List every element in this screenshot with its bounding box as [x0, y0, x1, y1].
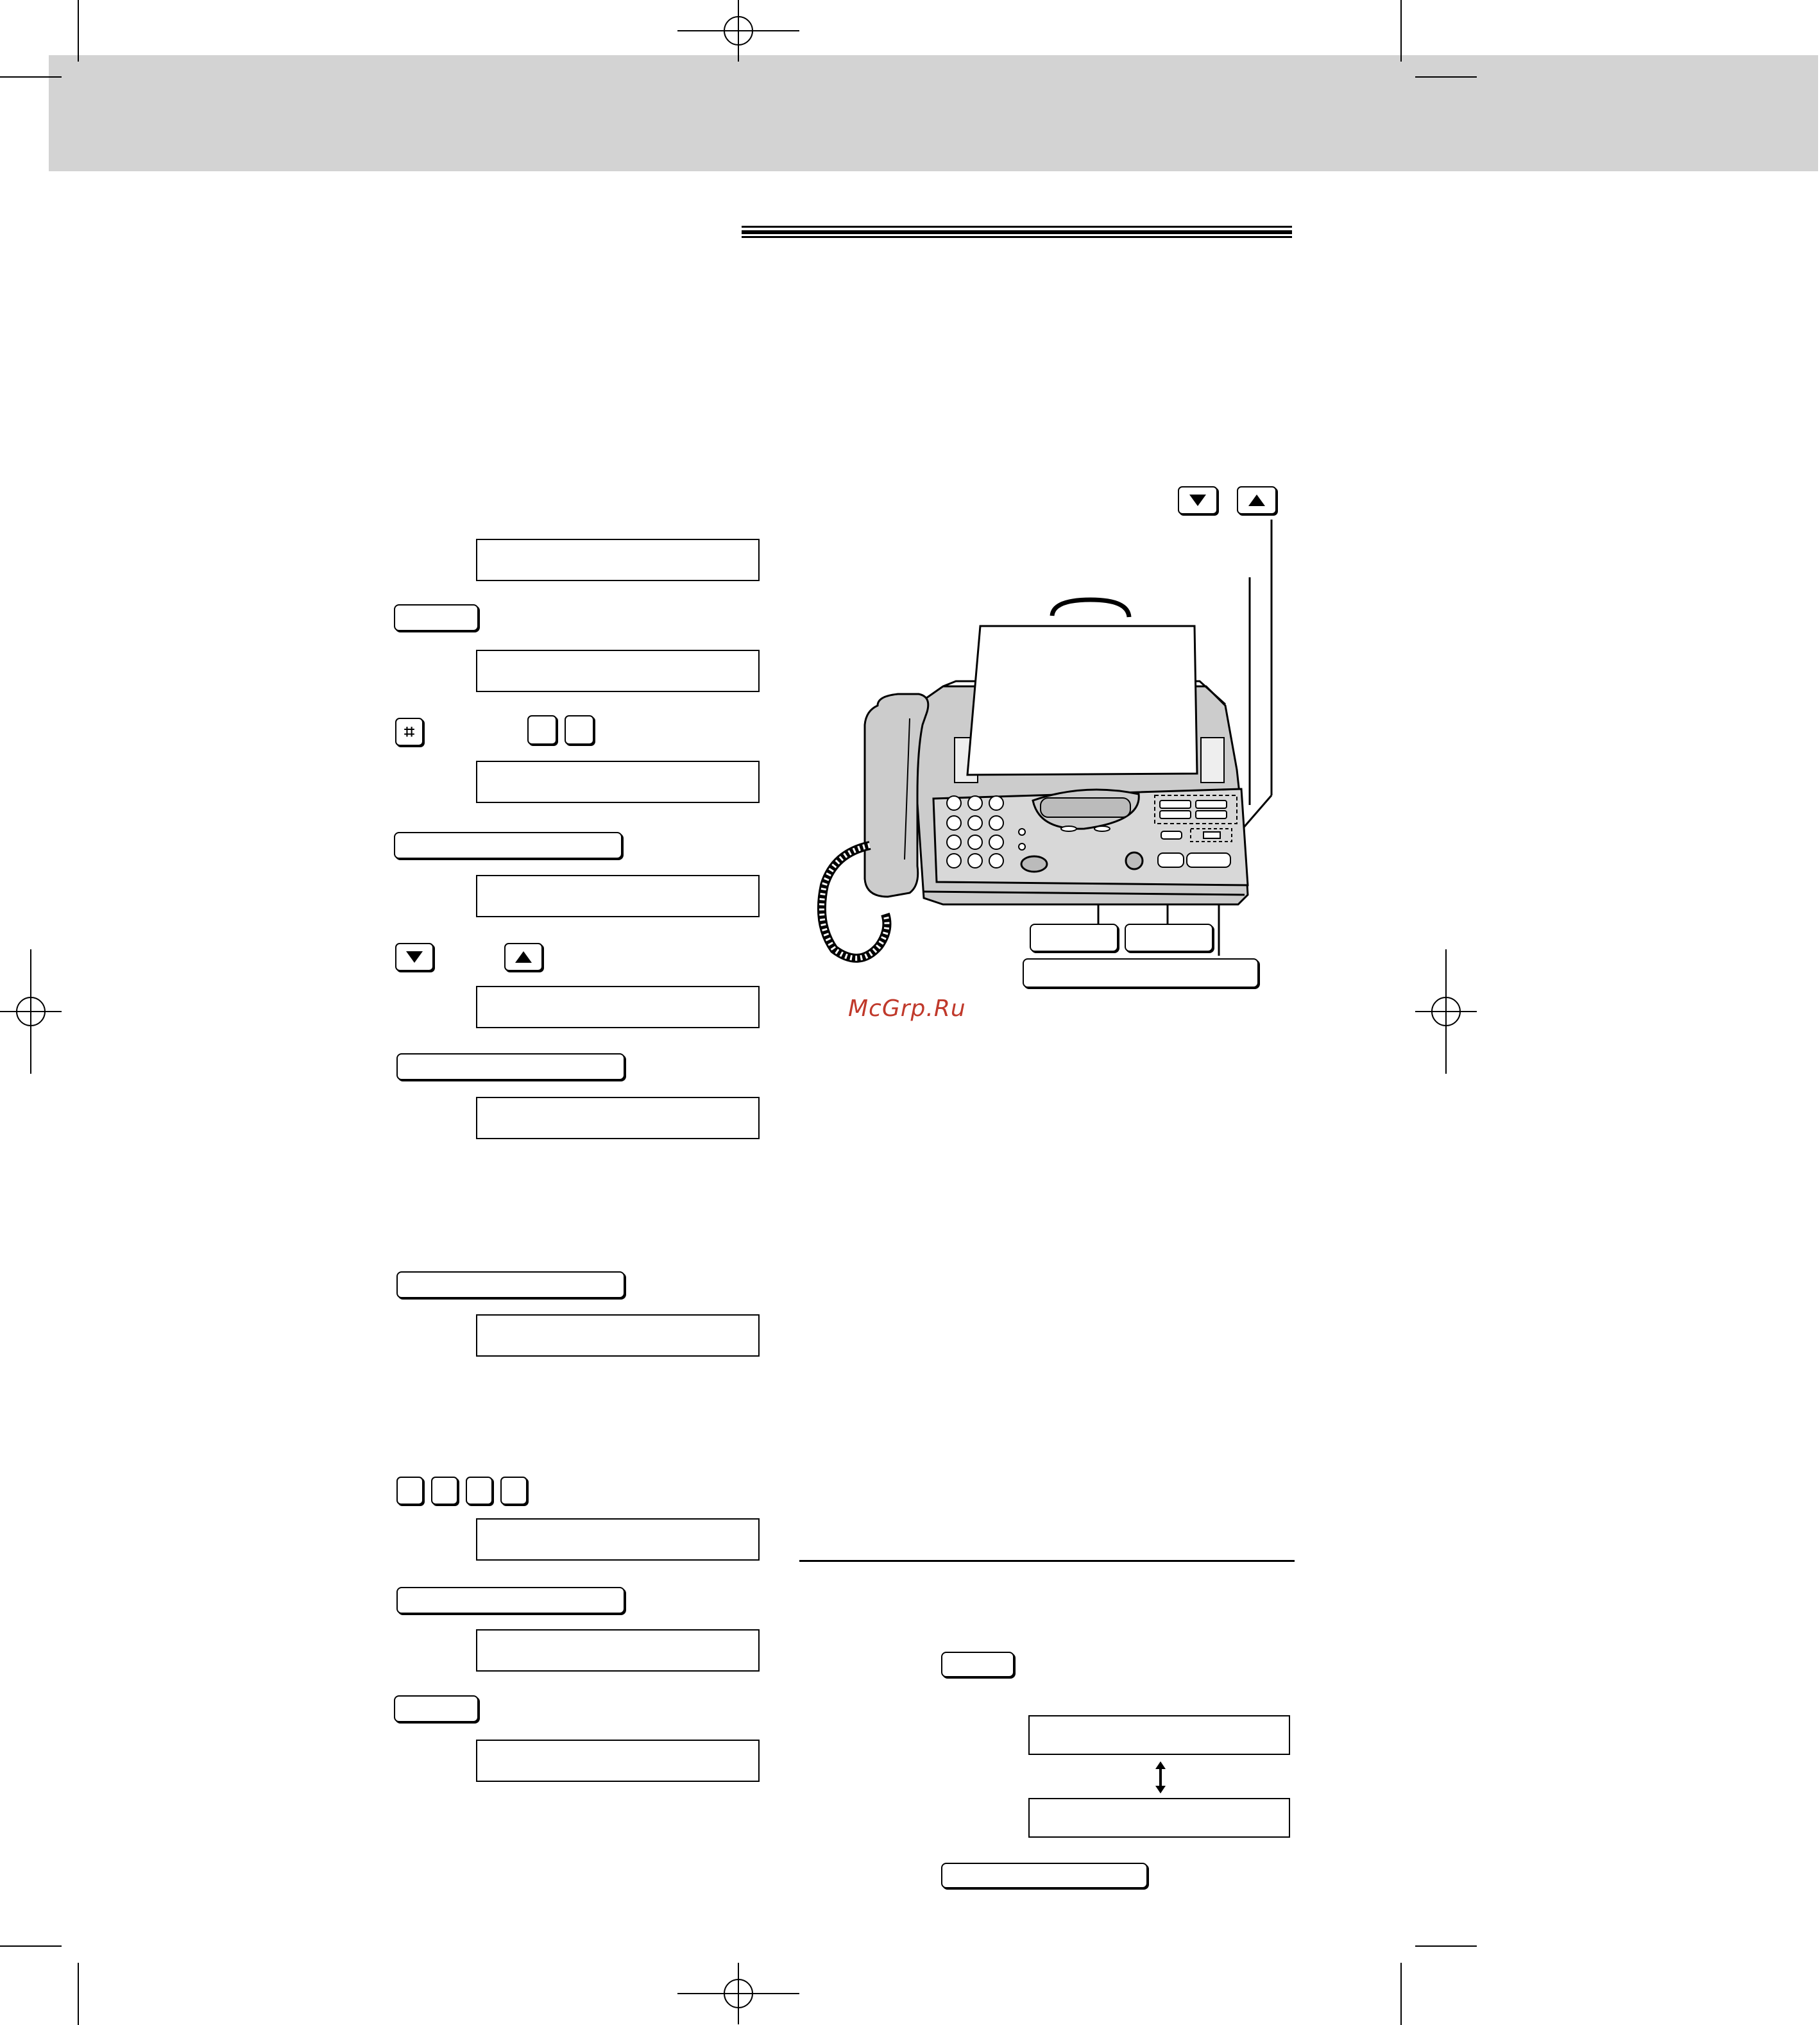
- up-down-arrow-icon: [1153, 1761, 1168, 1793]
- number-key-button[interactable]: [565, 715, 594, 745]
- display-box: [476, 875, 760, 917]
- fax-machine-illustration: [813, 481, 1301, 994]
- display-box: [1028, 1715, 1290, 1755]
- down-key-button[interactable]: [1178, 486, 1218, 514]
- title-rule: [742, 226, 1292, 239]
- hash-key-icon: ⌗: [404, 721, 414, 742]
- display-box: [476, 1097, 760, 1139]
- up-key-button[interactable]: [504, 943, 543, 971]
- callout-label-box: [1125, 924, 1213, 952]
- display-box: [476, 1740, 760, 1782]
- up-arrow-icon: [1247, 493, 1266, 507]
- callout-label-box: [1030, 924, 1118, 952]
- registration-crosshair-icon: [0, 949, 62, 1074]
- display-box: [476, 1314, 760, 1357]
- set-button[interactable]: [394, 832, 622, 859]
- number-key-button[interactable]: [396, 1477, 423, 1505]
- number-key-button[interactable]: [431, 1477, 458, 1505]
- set-button[interactable]: [396, 1587, 625, 1614]
- down-arrow-icon: [405, 950, 424, 964]
- watermark: McGrp.Ru: [848, 996, 966, 1022]
- registration-crosshair-icon: [1415, 949, 1477, 1074]
- set-button[interactable]: [396, 1053, 625, 1080]
- display-box: [1028, 1798, 1290, 1838]
- number-key-button[interactable]: [500, 1477, 527, 1505]
- display-box: [476, 650, 760, 692]
- registration-crosshair-icon: [677, 1963, 799, 2024]
- number-key-button[interactable]: [466, 1477, 493, 1505]
- display-box: [476, 986, 760, 1028]
- up-key-button[interactable]: [1237, 486, 1277, 514]
- display-box: [476, 1629, 760, 1672]
- display-box: [476, 761, 760, 803]
- menu-button[interactable]: [394, 1695, 479, 1722]
- up-arrow-icon: [514, 950, 533, 964]
- set-button[interactable]: [396, 1271, 625, 1298]
- number-key-button[interactable]: [527, 715, 557, 745]
- display-box: [476, 539, 760, 581]
- display-box: [476, 1518, 760, 1561]
- hash-key-button[interactable]: [395, 718, 423, 746]
- set-button[interactable]: [941, 1863, 1148, 1888]
- menu-button[interactable]: [394, 604, 479, 631]
- section-rule: [799, 1560, 1295, 1562]
- registration-crosshair-icon: [677, 0, 799, 62]
- menu-button[interactable]: [941, 1652, 1014, 1677]
- down-key-button[interactable]: [395, 943, 434, 971]
- callout-label-box: [1023, 958, 1259, 988]
- down-arrow-icon: [1188, 493, 1207, 507]
